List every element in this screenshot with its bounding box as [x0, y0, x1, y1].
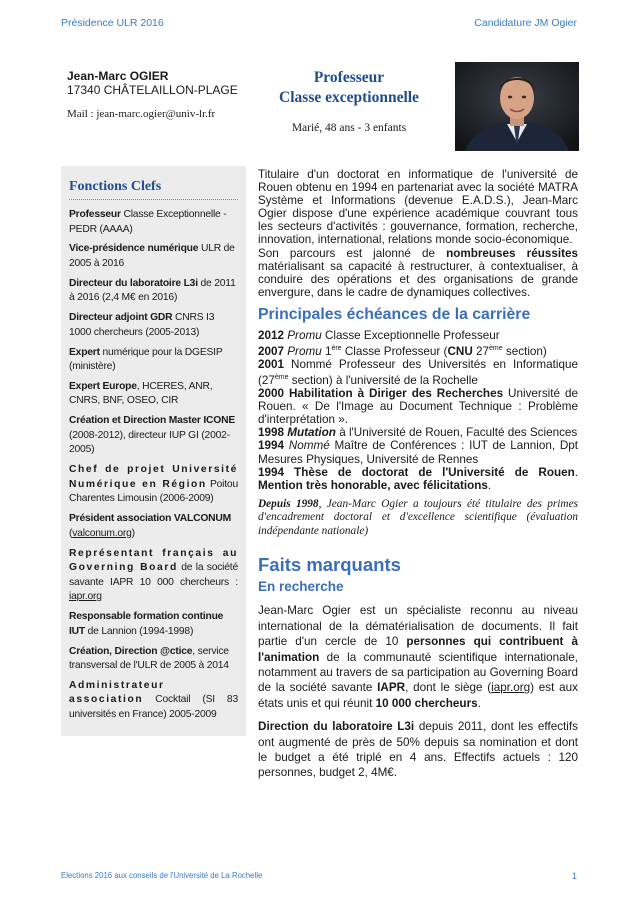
research-emphasis: personnes qui contribuent à l'animation — [258, 635, 578, 664]
sidebar-item — [69, 311, 238, 340]
career-text: 1 — [321, 344, 332, 358]
career-action: Nommé — [288, 439, 330, 453]
sidebar-item-text: ( — [69, 527, 73, 539]
sidebar-item-text: ) — [131, 527, 135, 539]
sidebar-item-bold: Directeur du laboratoire L3i — [69, 277, 198, 289]
sidebar-item-bold: Président association VALCONUM — [69, 513, 232, 525]
career-row — [258, 466, 578, 492]
career-row — [258, 426, 578, 439]
career-action: Promu — [287, 328, 322, 342]
sidebar-item-text: numérique pour la DGESIP (ministère) — [69, 346, 223, 373]
research-text: , dont le siège ( — [405, 681, 492, 695]
career-row — [258, 387, 578, 426]
research-emphasis: Direction du laboratoire L3i — [258, 720, 415, 734]
research-paragraph-2 — [258, 719, 578, 781]
sidebar-item — [69, 414, 238, 458]
footer-text: Elections 2016 aux conseils de l'Université de La Rochelle — [61, 871, 263, 880]
job-title-line2: Classe exceptionnelle — [279, 89, 419, 106]
job-title — [259, 68, 439, 108]
iapr-link[interactable]: iapr.org — [69, 591, 102, 603]
career-year: 1994 — [258, 439, 285, 453]
sidebar-item — [69, 610, 238, 639]
intro-text: matérialisant sa capacité à restructurer, à contextualiser, à conduire des opérations et des organisations de grande envergure, dans le cadre de dynamiques collectives. — [258, 259, 578, 299]
candidate-address: 17340 CHÂTELAILLON-PLAGE — [67, 83, 238, 97]
intro-text: Son parcours est jalonné de — [258, 246, 447, 260]
valconum-link[interactable]: valconum.org — [72, 527, 132, 539]
sidebar-item-text: ULR de 2005 à 2016 — [69, 243, 235, 269]
sidebar-item — [69, 512, 238, 541]
career-action: Mutation — [287, 426, 336, 440]
primes-note — [258, 498, 578, 539]
career-sup: ème — [489, 345, 503, 353]
career-heading: Principales échéances de la carrière — [258, 305, 531, 323]
sidebar-item-bold: Vice-présidence numérique — [69, 243, 199, 255]
page-number: 1 — [571, 871, 577, 881]
key-functions-sidebar — [61, 166, 246, 736]
research-text: Jean-Marc Ogier est un spécialiste reconnu au niveau international de la dématérialisation de documents. Il fait partie d'un cercle de 10 — [258, 604, 578, 649]
career-text: Classe Exceptionnelle Professeur — [321, 328, 500, 342]
running-header-left: Présidence ULR 2016 — [61, 17, 164, 29]
highlights-heading: Faits marquants — [258, 554, 401, 576]
career-row — [258, 342, 578, 358]
career-year: 2012 — [258, 328, 285, 342]
sidebar-item-text: Classe Exceptionnelle - PEDR (AAAA) — [69, 209, 227, 235]
career-text: Université de Rouen. « De l'Image au Document Technique : Problème d'interprétation ». — [258, 387, 578, 427]
primes-note-lead: Depuis 1998 — [258, 497, 319, 510]
sidebar-item-bold: Responsable formation continue IUT — [69, 611, 224, 637]
sidebar-item — [69, 679, 238, 723]
career-row — [258, 439, 578, 465]
career-sup: ème — [274, 374, 289, 382]
sidebar-item — [69, 208, 238, 237]
sidebar-item-text: CNRS I3 1000 chercheurs (2005-2013) — [69, 312, 215, 338]
career-text: . — [574, 465, 578, 479]
career-text: Maître de Conférences : IUT de Lannion, Dpt Mesures Physiques, Université de Rennes — [258, 439, 579, 466]
career-action: Promu — [287, 344, 322, 358]
sidebar-item — [69, 380, 238, 409]
research-text: ) est aux états unis et qui réunit — [258, 681, 578, 710]
main-column — [258, 168, 578, 781]
sidebar-item-bold: Professeur — [69, 209, 121, 220]
career-text: Classe Professeur ( — [341, 344, 448, 358]
intro-paragraph-2 — [258, 247, 578, 299]
career-text: à l'Université de Rouen, Faculté des Sciences — [335, 426, 578, 440]
career-text: . — [487, 478, 492, 492]
sidebar-item-text: , HCERES, ANR, CNRS, BNF, OSEO, CIR — [69, 380, 213, 407]
sidebar-item-text: Poitou Charentes Limousin (2006-2009) — [69, 478, 238, 505]
iapr-link[interactable]: iapr.org — [491, 681, 531, 695]
research-subheading: En recherche — [258, 579, 344, 595]
sidebar-item-bold: Expert Europe — [69, 380, 137, 392]
career-text: section) à l'université de la Rochelle — [288, 374, 478, 387]
sidebar-item — [69, 242, 238, 271]
career-year: 1998 — [258, 426, 285, 440]
sidebar-item-bold: Représentant français au Governing Board — [69, 547, 238, 574]
career-text: section) — [502, 344, 547, 358]
sidebar-item — [69, 346, 238, 375]
research-text: de la communauté scientifique internationale, notamment au travers de sa participation au Governing Board de la société savante — [258, 650, 578, 695]
research-emphasis: 10 000 chercheurs — [375, 696, 478, 710]
family-status: Marié, 48 ans - 3 enfants — [291, 122, 407, 134]
sidebar-item-text: , service transversal de l'ULR de 2005 à 2014 — [69, 645, 229, 672]
intro-emphasis: nombreuses réussites — [446, 246, 578, 260]
career-year: 1994 Thèse de doctorat de l'Université de Rouen — [258, 465, 575, 479]
career-emphasis: Mention très honorable, avec félicitations — [258, 478, 488, 492]
candidate-mail — [67, 108, 215, 120]
mail-address[interactable]: jean-marc.ogier@univ-lr.fr — [96, 108, 216, 120]
career-text: 27 — [472, 344, 490, 358]
sidebar-item-bold: Création, Direction @ctice — [69, 645, 193, 657]
sidebar-item-bold: Expert — [69, 346, 100, 358]
candidate-name: Jean-Marc OGIER — [67, 69, 169, 83]
sidebar-item-text: Cocktail (SI 83 universités en France) 2005-2009 — [69, 694, 238, 721]
sidebar-item-bold: Directeur adjoint GDR — [69, 312, 173, 324]
sidebar-item — [69, 463, 238, 507]
primes-note-text: , Jean-Marc Ogier a toujours été titulaire des primes d'encadrement doctoral et d'excellence scientifique (évaluation indépendante nationale) — [258, 497, 578, 537]
sidebar-item-bold: Création et Direction Master ICONE — [69, 415, 235, 427]
sidebar-item-text: (2008-2012), directeur IUP GI (2002-2005) — [69, 429, 230, 456]
running-header-right: Candidature JM Ogier — [474, 17, 577, 29]
research-section — [258, 603, 578, 780]
sidebar-item-text: de 2011 à 2016 (2,4 M€ en 2016) — [69, 277, 236, 304]
career-row — [258, 329, 578, 342]
career-year: 2000 Habilitation à Diriger des Recherches — [258, 387, 504, 401]
portrait-photo — [455, 62, 579, 151]
sidebar-item — [69, 277, 238, 306]
sidebar-item-text: de la société savante IAPR 10 000 chercheurs : — [69, 562, 238, 588]
career-row — [258, 358, 578, 387]
career-emphasis: CNU — [447, 344, 473, 358]
sidebar-item — [69, 645, 238, 674]
sidebar-item-text: de Lannion (1994-1998) — [85, 625, 194, 637]
mail-label: Mail : — [67, 108, 94, 120]
job-title-line1: Professeur — [313, 69, 385, 86]
sidebar-item-bold: Administrateur association — [69, 679, 165, 706]
career-year: 2007 — [258, 344, 285, 358]
research-text: . — [477, 696, 481, 710]
sidebar-item — [69, 547, 238, 605]
cv-header — [61, 62, 580, 154]
sidebar-title: Fonctions Clefs — [69, 179, 238, 200]
career-text: Nommé Professeur des Universités en Informatique (27 — [258, 358, 578, 387]
research-emphasis: IAPR — [377, 681, 406, 695]
research-paragraph-1 — [258, 603, 578, 711]
career-sup: ère — [331, 345, 342, 353]
research-text: depuis 2011, dont les effectifs ont augmenté de près de 50% depuis sa nomination et dont le budget a été triplé en 4 ans. Effectifs actuels : 120 personnes, budget 2, 4M€. — [258, 720, 578, 780]
career-year: 2001 — [258, 358, 285, 372]
intro-paragraph-1: Titulaire d'un doctorat en informatique de l'université de Rouen obtenu en 1994 en partenariat avec la société MATRA Système et Informations (devenue E.A.D.S.), Jean-Marc Ogier dispose d'une expérience académique couvrant tous les secteurs d'activités : gouvernance, formation, recherche, innovation, international, relations monde socio-économique. — [258, 168, 578, 247]
sidebar-item-bold: Chef de projet Université Numérique en Région — [69, 464, 238, 490]
